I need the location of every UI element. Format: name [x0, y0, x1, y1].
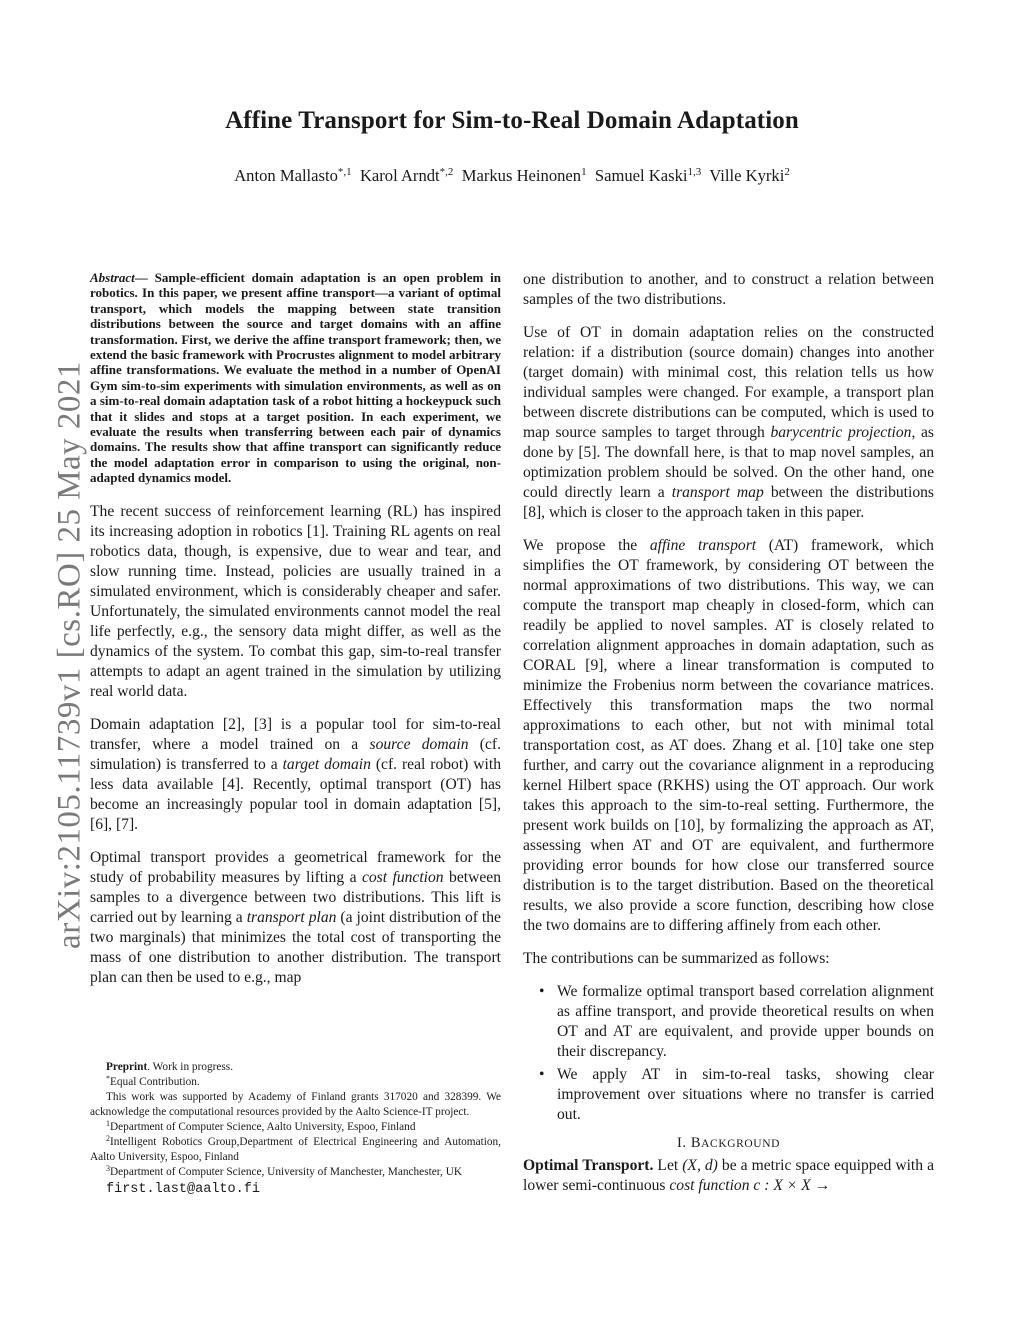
footnote-affiliation-3 [90, 1165, 501, 1180]
author-name: Ville Kyrki [709, 166, 785, 185]
emphasis-source-domain: source domain [369, 735, 469, 753]
math-inline: c : X × X → [753, 1177, 831, 1194]
text-run: be a metric space equipped with a lower semi-continuous [523, 1157, 934, 1194]
text-run: (a joint distribution of the two marginals) that minimizes the total cost of transporting the mass of one distribution to another distribution. The transport plan can then be used to e.g., map [90, 908, 501, 986]
abstract-dash: — [134, 270, 148, 285]
footnote-mark: * [106, 1074, 110, 1083]
text-run: Domain adaptation [2], [3] is a popular tool for sim-to-real transfer, where a model trained on a [90, 715, 501, 753]
author-affiliation-mark: 1,3 [687, 166, 702, 178]
section-number: I. [676, 1135, 687, 1151]
footnote-mark: 1 [106, 1119, 110, 1128]
author-affiliation-mark: *,1 [337, 166, 352, 178]
footnote-affiliation-1 [90, 1120, 501, 1135]
intro-paragraph-3 [90, 848, 501, 988]
right-column [523, 270, 934, 1209]
text-run: (cf. simulation) is transferred to a [90, 735, 502, 773]
footnote-equal-contribution [90, 1075, 501, 1090]
bullet-icon: • [539, 983, 545, 1000]
text-run: . Work in progress. [147, 1061, 234, 1073]
author-affiliation-mark: *,2 [439, 166, 454, 178]
run-in-heading: Optimal Transport. [523, 1157, 654, 1174]
intro-paragraph-2 [90, 715, 501, 835]
text-run: , as done by [5]. The downfall here, is that to map novel samples, an optimization problem should be solved. On the other hand, one could directly learn a [523, 424, 934, 501]
emphasis-barycentric-projection: barycentric projection [770, 424, 912, 441]
section-heading-background [523, 1135, 934, 1152]
author-list [0, 166, 1024, 186]
emphasis-cost-function: cost function [361, 868, 444, 886]
text-run: Department of Computer Science, University of Manchester, Manchester, UK [110, 1166, 463, 1178]
emphasis-affine-transport: affine transport [649, 537, 757, 554]
emphasis-transport-plan: transport plan [246, 908, 337, 926]
text-run: We propose the [523, 537, 650, 554]
author-name: Anton Mallasto [234, 166, 338, 185]
contributions-list [523, 982, 934, 1125]
author-name: Karol Arndt [359, 166, 440, 185]
math-inline: (X, d) [682, 1157, 718, 1174]
text-run: Department of Computer Science, Aalto University, Espoo, Finland [110, 1121, 416, 1133]
emphasis-target-domain: target domain [282, 755, 371, 773]
right-paragraph-0: one distribution to another, and to construct a relation between samples of the two distributions. [523, 271, 934, 308]
list-item [523, 1065, 934, 1125]
footnote-mark: 2 [106, 1134, 110, 1143]
left-column [90, 270, 501, 1001]
abstract [90, 270, 501, 486]
list-item [523, 982, 934, 1062]
text-run: between the distributions [8], which is closer to the approach taken in this paper. [523, 484, 935, 521]
author-name: Markus Heinonen [461, 166, 582, 185]
footnote-affiliation-2 [90, 1135, 501, 1165]
text-run: (AT) framework, which simplifies the OT framework, by considering OT between the normal approximations of two distributions. This way, we can compute the transport map cheaply in closed-form, which can readily be applied to novel samples. AT is closely related to correlation alignment approaches in domain adaptation, such as CORAL [9], where a linear transformation is computed to minimize the Frobenius norm between the covariance matrices. Effectively this transformation maps the two normal approximations to each other, but not with minimal total transportation cost, as AT does. Zhang et al. [10] take one step further, and carry out the covariance alignment in a reproducing kernel Hilbert space (RKHS) using the OT approach. Our work takes this approach to the sim-to-real setting. Furthermore, the present work builds on [10], by formalizing the approach as AT, assessing when AT and OT are equivalent, and furthermore providing error bounds for how close our transferred source distribution is to the target distribution. Based on the theoretical results, we also provide a score function, describing how close the two domains are to differing affinely from each other. [523, 537, 934, 934]
footnote-mark: 3 [106, 1164, 110, 1173]
preprint-label: Preprint [106, 1061, 148, 1073]
arxiv-identifier-stamp: arXiv:2105.11739v1 [cs.RO] 25 May 2021 [51, 361, 88, 949]
text-run: Use of OT in domain adaptation relies on the constructed relation: if a distribution (source domain) changes into another (target domain) with minimal cost, this relation tells us how individual samples were changed. For example, a transport plan between discrete distributions can be computed, which is used to map source samples to target through [523, 324, 934, 441]
section-title-initial: B [690, 1135, 702, 1151]
emphasis-transport-map: transport map [671, 484, 764, 501]
intro-paragraph-1: The recent success of reinforcement learning (RL) has inspired its increasing adoption in robotics [1]. Training RL agents on real robotics data, though, is expensive, due to wear and tear, and slow running time. Instead, policies are usually trained in a simulated environment, which is considerably cheaper and safer. Unfortunately, the simulated environments cannot model the real life perfectly, e.g., the sensory data might differ, as well as the dynamics of the system. To combat this gap, sim-to-real transfer attempts to adapt an agent trained in the simulation by utilizing real world data. [90, 502, 501, 700]
footnote-preprint [90, 1060, 501, 1075]
text-run: Intelligent Robotics Group,Department of Electrical Engineering and Automation, Aalto University, Espoo, Finland [90, 1136, 501, 1163]
text-run: Let [653, 1157, 683, 1174]
footnote-funding: This work was supported by Academy of Finland grants 317020 and 328399. We acknowledge the computational resources provided by the Aalto Science-IT project. [90, 1091, 501, 1118]
right-paragraph-1 [523, 323, 934, 523]
text-run: Optimal transport provides a geometrical framework for the study of probability measures by lifting a [90, 848, 501, 886]
footnotes [90, 1060, 501, 1197]
list-item-text: We apply AT in sim-to-real tasks, showing clear improvement over situations where no transfer is carried out. [557, 1066, 934, 1123]
list-item-text: We formalize optimal transport based correlation alignment as affine transport, and provide theoretical results on when OT and AT are equivalent, and provide upper bounds on their discrepancy. [557, 983, 934, 1060]
author-name: Samuel Kaski [594, 166, 688, 185]
abstract-text: Sample-efficient domain adaptation is an open problem in robotics. In this paper, we present affine transport—a variant of optimal transport, which models the mapping between state transition distributions between the source and target domains with an affine transformation. First, we derive the affine transport framework; then, we extend the basic framework with Procrustes alignment to model arbitrary affine transformations. We evaluate the method in a number of OpenAI Gym sim-to-sim experiments with simulation environments, as well as on a sim-to-real domain adaptation task of a robot hitting a hockeypuck such that it slides and stops at a target position. In each experiment, we evaluate the results when transferring between each pair of dynamics domains. The results show that affine transport can significantly reduce the model adaptation error in comparison to using the original, non-adapted dynamics model. [90, 270, 501, 486]
right-paragraph-4 [523, 1156, 934, 1196]
emphasis-cost-function: cost function [669, 1177, 750, 1194]
right-paragraph-2 [523, 536, 934, 936]
bullet-icon: • [539, 1066, 545, 1083]
right-paragraph-3: The contributions can be summarized as follows: [523, 950, 830, 967]
paper-title: Affine Transport for Sim-to-Real Domain Adaptation [225, 107, 799, 134]
author-affiliation-mark: 1 [581, 166, 587, 178]
contact-email: first.last@aalto.fi [106, 1182, 260, 1197]
text-run: (cf. real robot) with less data available [4]. Recently, optimal transport (OT) has become an increasingly popular tool in domain adaptation [5], [6], [7]. [90, 755, 502, 833]
text-run: between samples to a divergence between two distributions. This lift is carried out by learning a [90, 868, 501, 926]
abstract-label: Abstract [90, 270, 135, 285]
section-title-rest: ACKGROUND [701, 1138, 781, 1150]
text-run: Equal Contribution. [110, 1076, 200, 1088]
author-affiliation-mark: 2 [784, 166, 790, 178]
